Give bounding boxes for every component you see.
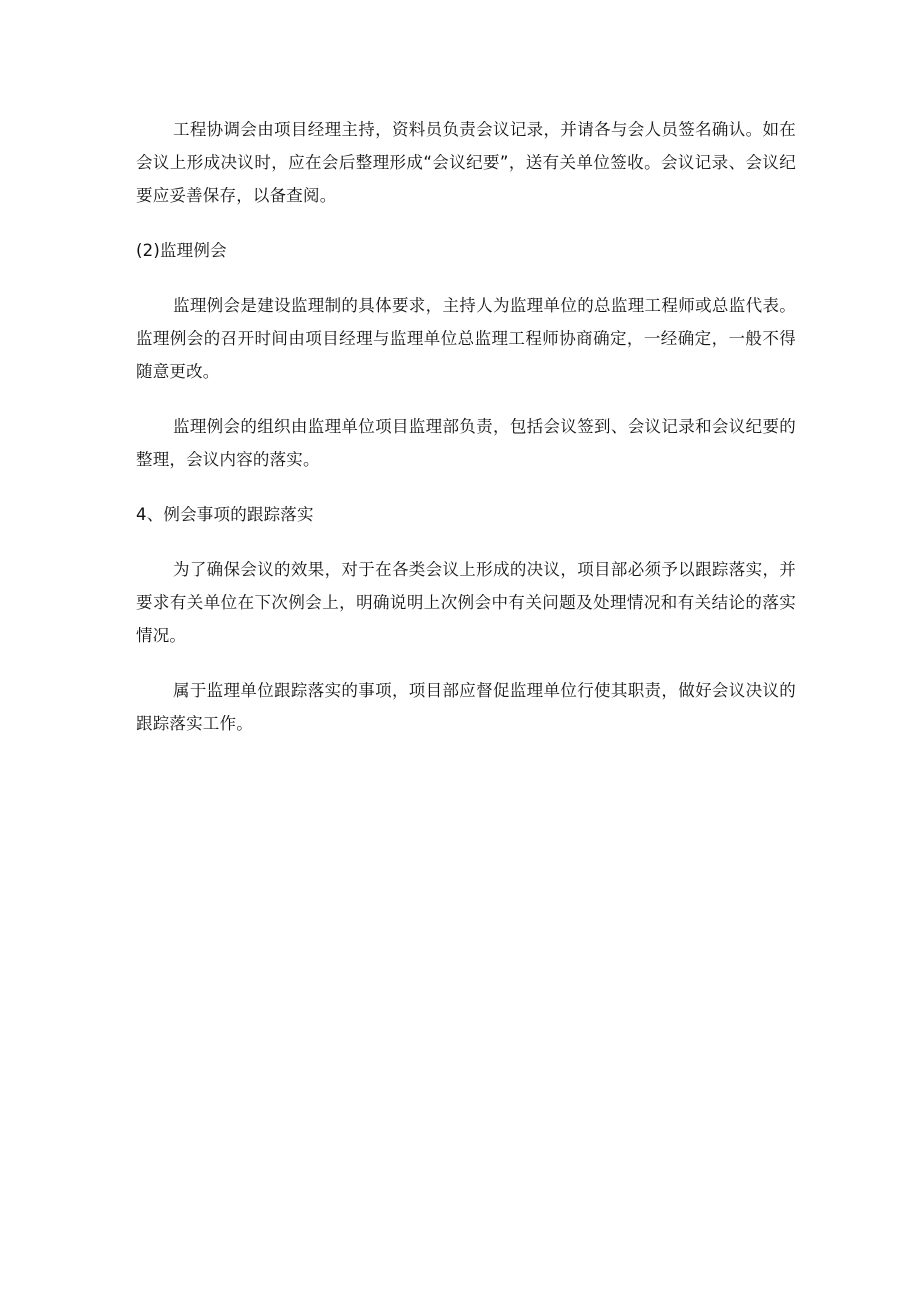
paragraph-supervision-follow-up: 属于监理单位跟踪落实的事项，项目部应督促监理单位行使其职责，做好会议决议的跟踪落实工作。 [136,681,796,733]
document-body [136,113,796,740]
heading-follow-up: 4、例会事项的跟踪落实 [136,505,314,524]
paragraph-coordination-meeting: 工程协调会由项目经理主持，资料员负责会议记录，并请各与会人员签名确认。如在会议上形成决议时，应在会后整理形成“会议纪要”，送有关单位签收。会议记录、会议纪要应妥善保存，以备查阅。 [136,120,796,205]
heading-supervision-meeting: (2)监理例会 [136,241,227,260]
paragraph-follow-up-implementation: 为了确保会议的效果，对于在各类会议上形成的决议，项目部必须予以跟踪落实，并要求有关单位在下次例会上，明确说明上次例会中有关问题及处理情况和有关结论的落实情况。 [136,560,796,645]
paragraph-supervision-meeting-requirements: 监理例会是建设监理制的具体要求，主持人为监理单位的总监理工程师或总监代表。监理例会的召开时间由项目经理与监理单位总监理工程师协商确定，一经确定，一般不得随意更改。 [136,296,796,381]
paragraph-supervision-meeting-organization: 监理例会的组织由监理单位项目监理部负责，包括会议签到、会议记录和会议纪要的整理，会议内容的落实。 [136,417,796,469]
